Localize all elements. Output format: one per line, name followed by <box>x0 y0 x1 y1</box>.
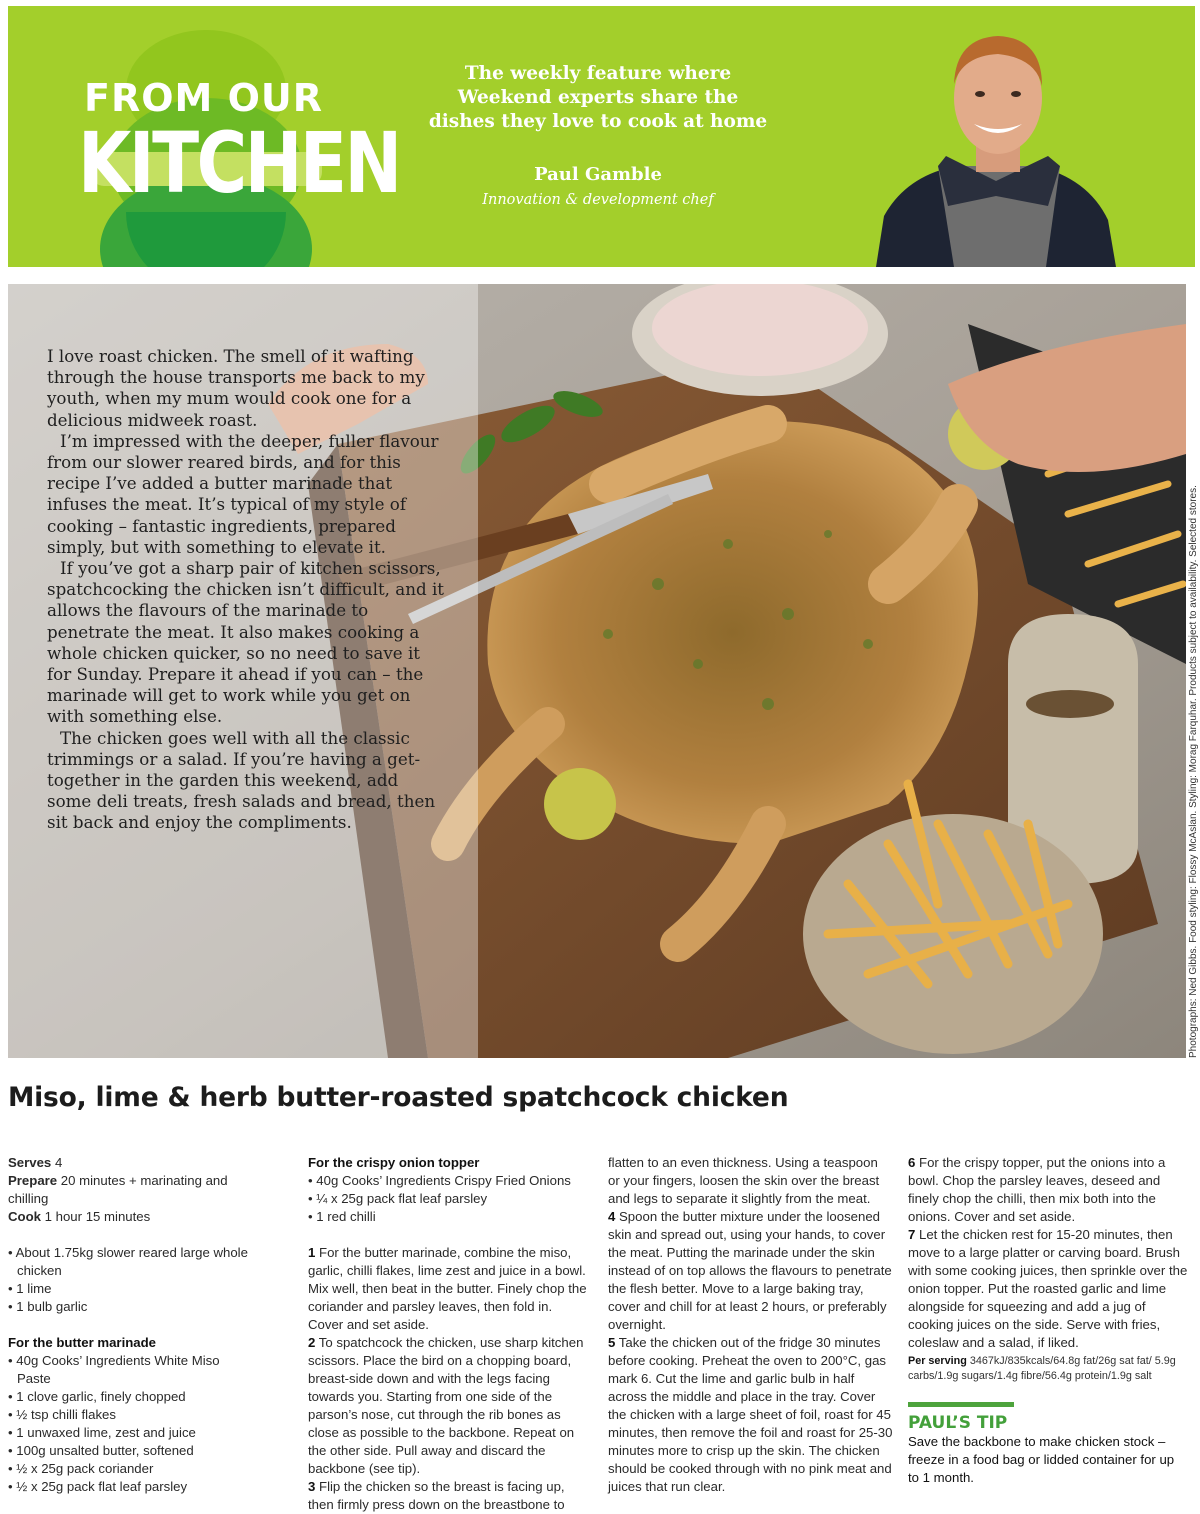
ingredient-item: • 1 bulb garlic <box>8 1298 248 1316</box>
tip-title: PAUL’S TIP <box>908 1413 1008 1433</box>
prepare-label: Prepare <box>8 1173 58 1188</box>
per-serving-label: Per serving <box>908 1355 967 1367</box>
feature-title-line1: FROM OUR <box>84 76 323 120</box>
method-step: 2 To spatchcock the chicken, use sharp kitchen scissors. Place the bird on a chopping board, breast-side down and with the legs facing towards you. Starting from one side of the parson’s nose, cut through the rib bones as close as possible to the backbone. Repeat on the other side. Pull away and discard the backbone (see tip). <box>308 1335 584 1476</box>
ingredient-item: • About 1.75kg slower reared large whole chicken <box>8 1244 248 1280</box>
recipe-column-4 <box>908 1154 1188 1487</box>
chef-role: Innovation & development chef <box>482 192 714 208</box>
ingredient-item: • 1 red chilli <box>308 1208 590 1226</box>
method-step: 4 Spoon the butter mixture under the loosened skin and spread out, using your hands, to cover the meat. Putting the marinade under the skin instead of on top allows the flavours to penetrate the flesh better. Move to a large baking tray, cover and chill for at least 2 hours, or preferably overnight. <box>608 1209 892 1332</box>
recipe-column-3 <box>608 1154 893 1496</box>
method-step: 5 Take the chicken out of the fridge 30 minutes before cooking. Preheat the oven to 200°C, gas mark 6. Cut the lime and garlic bulb in half across the middle and place in the tray. Cover the chicken with a large sheet of foil, roast for 45 minutes, then remove the foil and roast for 25-30 minutes more to crisp up the skin. The chicken should be cooked through with no pink meat and juices that run clear. <box>608 1335 893 1494</box>
cook-value: 1 hour 15 minutes <box>44 1209 151 1224</box>
topper-heading: For the crispy onion topper <box>308 1155 480 1170</box>
topper-ingredient-list <box>308 1172 590 1226</box>
intro-paragraph: I’m impressed with the deeper, fuller flavour from our slower reared birds, and for this recipe I’ve added a butter marinade that infuses the meat. It’s typical of my style of cooking – fantastic ingredients, prepared simply, but with something to elevate it. <box>47 430 439 557</box>
ingredient-item: • ½ x 25g pack flat leaf parsley <box>8 1478 248 1496</box>
cook-label: Cook <box>8 1209 41 1224</box>
method-step: 3 Flip the chicken so the breast is facing up, then firmly press down on the breastbone to <box>308 1479 565 1512</box>
per-serving-value: 3467kJ/835kcals/64.8g fat/26g sat fat/ 5.9g carbs/1.9g sugars/1.4g fibre/56.4g protein/1.9g salt <box>908 1355 1176 1382</box>
chef-name: Paul Gamble <box>534 164 662 185</box>
tagline-line: dishes they love to cook at home <box>428 111 768 132</box>
recipe-column-2 <box>308 1154 590 1514</box>
method-step: 6 For the crispy topper, put the onions into a bowl. Chop the parsley leaves, deseed and finely chop the chilli, then mix both into the onions. Cover and set aside. <box>908 1155 1166 1224</box>
intro-paragraph: If you’ve got a sharp pair of kitchen scissors, spatchcocking the chicken isn’t difficult, and it allows the flavours of the marinade to penetrate the meat. It also makes cooking a whole chicken quicker, so no need to save it for Sunday. Prepare it ahead if you can – the marinade will get to work while you get on with something else. <box>47 558 445 727</box>
ingredient-item: • 1 lime <box>8 1280 248 1298</box>
recipe-title: Miso, lime & herb butter-roasted spatchcock chicken <box>8 1082 789 1113</box>
method-step-continued: flatten to an even thickness. Using a teaspoon or your fingers, loosen the skin over the breast and legs to separate it slightly from the meat. <box>608 1155 880 1206</box>
ingredient-item: • 1 unwaxed lime, zest and juice <box>8 1424 248 1442</box>
ingredient-item: • 40g Cooks’ Ingredients White Miso Paste <box>8 1352 248 1388</box>
method-step: 1 For the butter marinade, combine the miso, garlic, chilli flakes, lime zest and juice in a bowl. Mix well, then beat in the butter. Finely chop the coriander and parsley leaves, then fold in. Cover and set aside. <box>308 1245 587 1332</box>
tagline-line: The weekly feature where <box>464 63 732 84</box>
serves-value: 4 <box>54 1155 63 1170</box>
bowl-graphic <box>126 212 286 267</box>
marinade-heading: For the butter marinade <box>8 1335 157 1350</box>
ingredient-item: • 1 clove garlic, finely chopped <box>8 1388 248 1406</box>
marinade-ingredient-list <box>8 1352 248 1496</box>
ingredient-item: • ½ tsp chilli flakes <box>8 1406 248 1424</box>
intro-text <box>47 346 447 834</box>
ingredient-item: • 100g unsalted butter, softened <box>8 1442 248 1460</box>
method-step: 7 Let the chicken rest for 15-20 minutes, then move to a large platter or carving board. Brush with some cooking juices, then sprinkle over the onion topper. Put the roasted garlic and lime alongside for squeezing and add a jug of cooking juices on the side. Serve with fries, coleslaw and a salad, if liked. <box>908 1227 1188 1350</box>
tip-divider <box>908 1402 1014 1407</box>
main-ingredient-list <box>8 1244 248 1316</box>
tip-text: Save the backbone to make chicken stock – freeze in a food bag or lidded container for up to 1 month. <box>908 1434 1175 1485</box>
feature-tagline <box>418 62 778 134</box>
tagline-line: Weekend experts share the <box>457 87 739 108</box>
nutrition-info <box>908 1354 1188 1384</box>
feature-title-line2: KITCHEN <box>78 114 400 212</box>
header-banner <box>8 6 1195 267</box>
chef-portrait <box>876 6 1116 267</box>
photo-credit: Photographs: Ned Gibbs. Food styling: Flossy McAslan. Styling: Morag Farquhar. Products subject to availability. Selected stores. <box>1188 485 1199 1058</box>
serves-label: Serves <box>8 1155 52 1170</box>
ingredient-item: • 40g Cooks’ Ingredients Crispy Fried Onions <box>308 1172 590 1190</box>
ingredient-item: • ½ x 25g pack coriander <box>8 1460 248 1478</box>
intro-paragraph: The chicken goes well with all the classic trimmings or a salad. If you’re having a get-together in the garden this weekend, add some deli treats, fresh salads and bread, then sit back and enjoy the compliments. <box>47 727 436 833</box>
recipe-column-1 <box>8 1154 248 1496</box>
ingredient-item: • ¼ x 25g pack flat leaf parsley <box>308 1190 590 1208</box>
intro-paragraph: I love roast chicken. The smell of it wafting through the house transports me back to my youth, when my mum would cook one for a delicious midweek roast. <box>47 346 425 430</box>
prepare-value: 20 minutes + marinating and chilling <box>8 1173 228 1206</box>
